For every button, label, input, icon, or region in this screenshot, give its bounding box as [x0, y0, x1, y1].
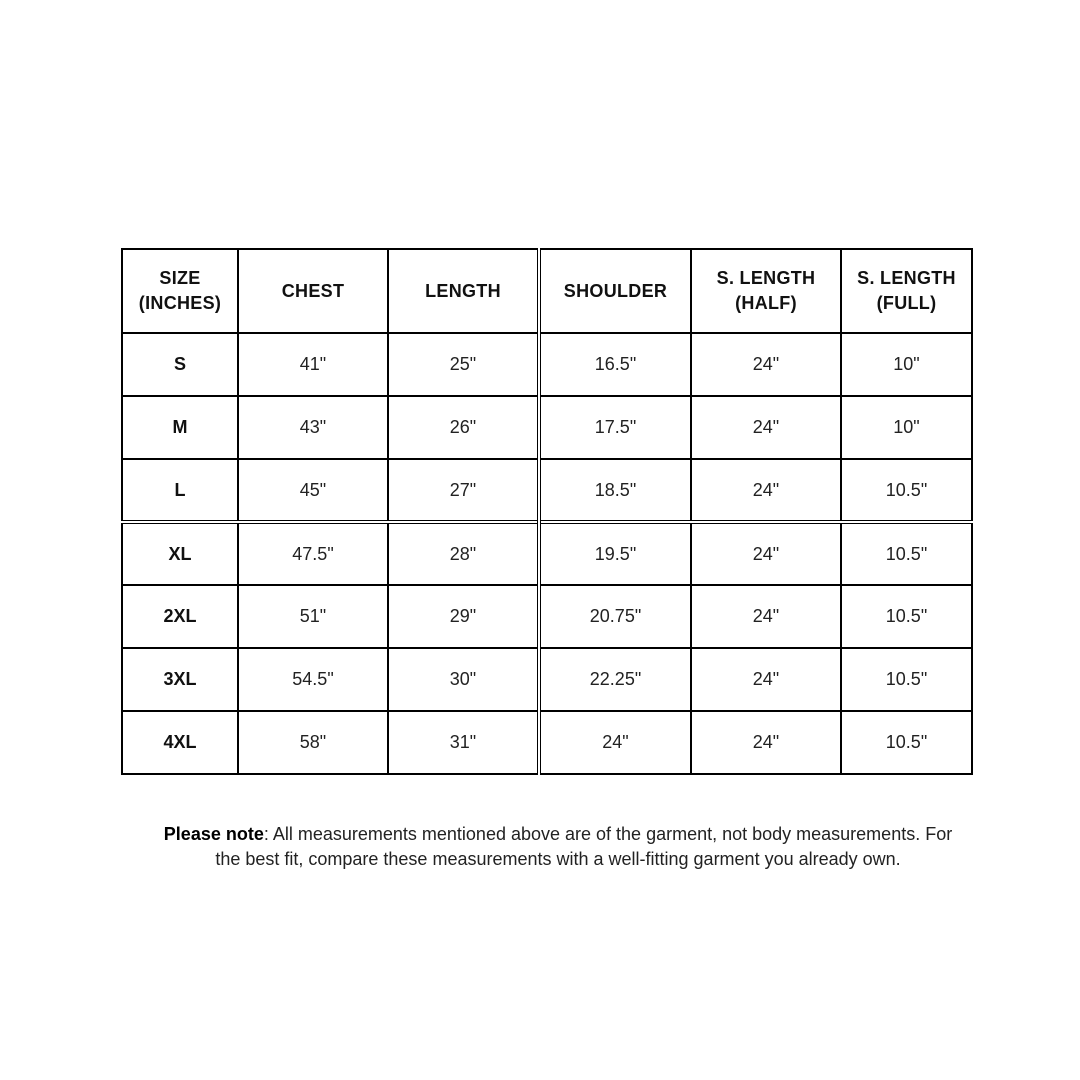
chest-cell: 43" [238, 396, 388, 459]
chest-cell: 41" [238, 333, 388, 396]
length-cell: 28" [388, 522, 539, 585]
header-row [122, 249, 972, 333]
table-row [122, 333, 972, 396]
sleeve-full-cell: 10.5" [841, 522, 972, 585]
sleeve-half-cell: 24" [691, 648, 841, 711]
size-cell: 2XL [122, 585, 238, 648]
size-cell: 3XL [122, 648, 238, 711]
table-row [122, 585, 972, 648]
length-cell: 27" [388, 459, 539, 522]
sleeve-half-cell: 24" [691, 585, 841, 648]
chest-cell: 47.5" [238, 522, 388, 585]
header-length-label: LENGTH [425, 280, 501, 301]
chest-cell: 58" [238, 711, 388, 774]
size-chart-table [121, 248, 973, 775]
sleeve-half-cell: 24" [691, 459, 841, 522]
length-cell: 31" [388, 711, 539, 774]
size-chart-header [122, 249, 972, 333]
sleeve-half-cell: 24" [691, 711, 841, 774]
table-row [122, 459, 972, 522]
sleeve-half-cell: 24" [691, 522, 841, 585]
length-cell: 30" [388, 648, 539, 711]
size-cell: 4XL [122, 711, 238, 774]
sleeve-full-cell: 10.5" [841, 459, 972, 522]
chest-cell: 54.5" [238, 648, 388, 711]
size-cell: XL [122, 522, 238, 585]
header-sleeve-half [691, 249, 841, 333]
note-label: Please note [163, 824, 264, 844]
measurement-note [160, 822, 956, 872]
chest-cell: 51" [238, 585, 388, 648]
size-chart-body [122, 333, 972, 774]
header-shoulder [539, 249, 691, 333]
sleeve-full-cell: 10" [841, 396, 972, 459]
table-row [122, 711, 972, 774]
header-length [388, 249, 539, 333]
shoulder-cell: 22.25" [539, 648, 691, 711]
size-cell: L [122, 459, 238, 522]
sleeve-full-cell: 10.5" [841, 648, 972, 711]
sleeve-full-cell: 10.5" [841, 585, 972, 648]
length-cell: 25" [388, 333, 539, 396]
header-sleeve-full-label: S. LENGTH (FULL) [857, 268, 956, 313]
header-size-label: SIZE (INCHES) [138, 268, 222, 313]
table-row [122, 648, 972, 711]
note-text: : All measurements mentioned above are of the garment, not body measurements. For the best fit, compare these measurements with a well-fitting garment you already own. [215, 824, 953, 869]
header-sleeve-half-label: S. LENGTH (HALF) [716, 268, 816, 313]
sleeve-full-cell: 10.5" [841, 711, 972, 774]
length-cell: 26" [388, 396, 539, 459]
shoulder-cell: 16.5" [539, 333, 691, 396]
sleeve-full-cell: 10" [841, 333, 972, 396]
shoulder-cell: 18.5" [539, 459, 691, 522]
shoulder-cell: 19.5" [539, 522, 691, 585]
header-chest [238, 249, 388, 333]
table-row [122, 396, 972, 459]
shoulder-cell: 24" [539, 711, 691, 774]
shoulder-cell: 17.5" [539, 396, 691, 459]
header-size [122, 249, 238, 333]
header-sleeve-full [841, 249, 972, 333]
header-chest-label: CHEST [281, 280, 345, 301]
size-cell: S [122, 333, 238, 396]
size-cell: M [122, 396, 238, 459]
header-shoulder-label: SHOULDER [563, 280, 668, 301]
table-row [122, 522, 972, 585]
shoulder-cell: 20.75" [539, 585, 691, 648]
sleeve-half-cell: 24" [691, 396, 841, 459]
sleeve-half-cell: 24" [691, 333, 841, 396]
length-cell: 29" [388, 585, 539, 648]
chest-cell: 45" [238, 459, 388, 522]
